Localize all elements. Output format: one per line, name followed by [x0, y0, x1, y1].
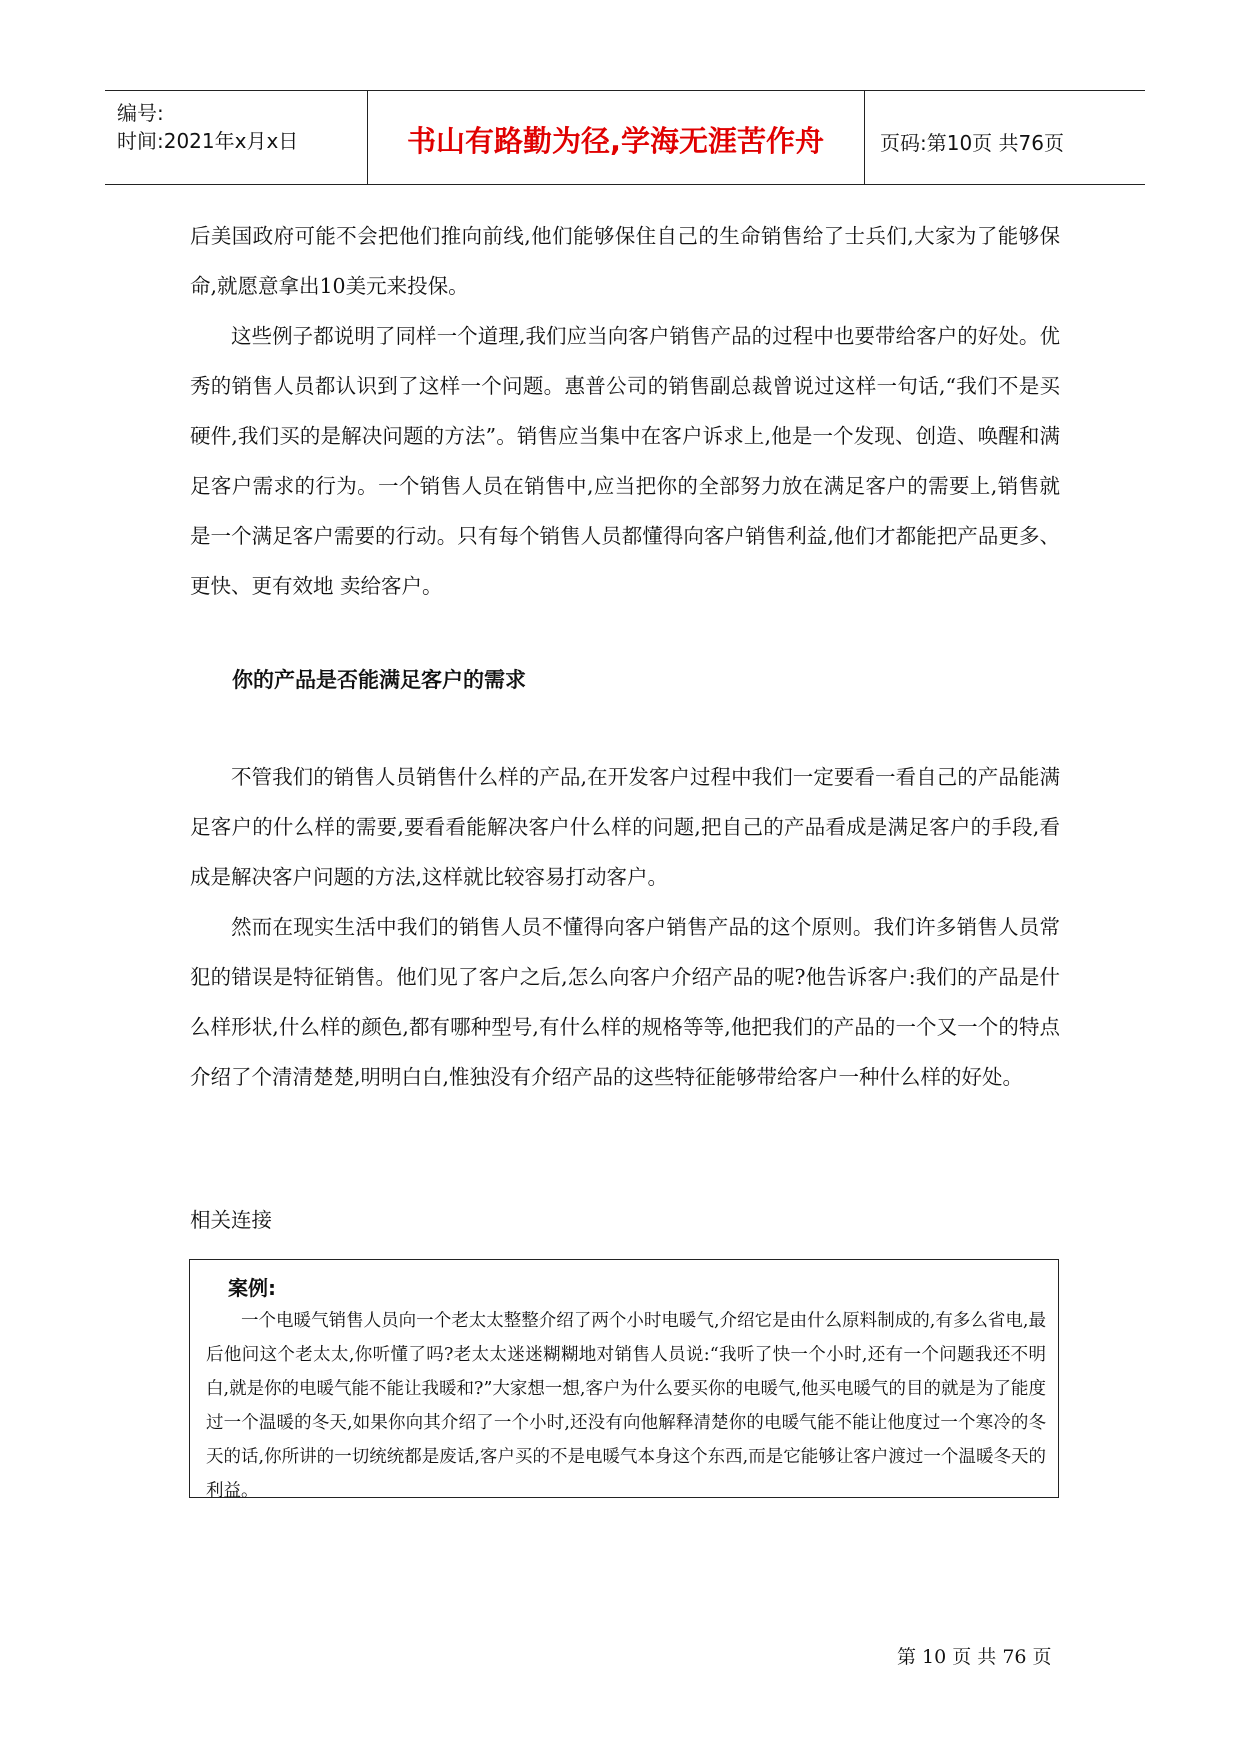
header-page-code: 页码:第10页 共76页: [880, 131, 1064, 155]
body-paragraph: 不管我们的销售人员销售什么样的产品,在开发客户过程中我们一定要看一看自己的产品能满足客户的什么样的需要,要看看能解决客户什么样的问题,把自己的产品看成是满足客户的手段,看成是解决客户问题的方法,这样就比较容易打动客户。: [190, 765, 1060, 889]
document-time-label: 时间:2021年x月x日: [117, 129, 299, 153]
body-paragraph: 然而在现实生活中我们的销售人员不懂得向客户销售产品的这个原则。我们许多销售人员常犯的错误是特征销售。他们见了客户之后,怎么向客户介绍产品的呢?他告诉客户:我们的产品是什么样形状,什么样的颜色,都有哪种型号,有什么样的规格等等,他把我们的产品的一个又一个的特点介绍了个清清楚楚,明明白白,惟独没有介绍产品的这些特征能够带给客户一种什么样的好处。: [190, 915, 1060, 1089]
page-footer: 第 10 页 共 76 页: [897, 1646, 1052, 1668]
body-paragraph: 后美国政府可能不会把他们推向前线,他们能够保住自己的生命销售给了士兵们,大家为了能够保命,就愿意拿出10美元来投保。: [190, 224, 1060, 298]
related-link-label: 相关连接: [190, 1208, 272, 1232]
case-body: 一个电暖气销售人员向一个老太太整整介绍了两个小时电暖气,介绍它是由什么原料制成的,有多么省电,最后他问这个老太太,你听懂了吗?老太太迷迷糊糊地对销售人员说:“我听了快一个小时,还有一个问题我还不明白,就是你的电暖气能不能让我暖和?”大家想一想,客户为什么要买你的电暖气,他买电暖气的目的就是为了能度过一个温暖的冬天,如果你向其介绍了一个小时,还没有向他解释清楚你的电暖气能不能让他度过一个寒冷的冬天的话,你所讲的一切统统都是废话,客户买的不是电暖气本身这个东西,而是它能够让客户渡过一个温暖冬天的利益。: [206, 1311, 1047, 1501]
page-header: [105, 90, 1145, 185]
header-page-cell: [864, 91, 1145, 184]
case-title: 案例:: [228, 1276, 276, 1300]
header-motto: 书山有路勤为径,学海无涯苦作舟: [406, 124, 825, 158]
body-paragraph: 这些例子都说明了同样一个道理,我们应当向客户销售产品的过程中也要带给客户的好处。优秀的销售人员都认识到了这样一个问题。惠普公司的销售副总裁曾说过这样一句话,“我们不是买硬件,我们买的是解决问题的方法”。销售应当集中在客户诉求上,他是一个发现、创造、唤醒和满足客户需求的行为。一个销售人员在销售中,应当把你的全部努力放在满足客户的需要上,销售就是一个满足客户需要的行动。只有每个销售人员都懂得向客户销售利益,他们才都能把产品更多、更快、更有效地 卖给客户。: [190, 324, 1060, 598]
document-number-label: 编号:: [117, 101, 164, 125]
header-motto-cell: [367, 91, 865, 184]
section-heading: 你的产品是否能满足客户的需求: [232, 668, 526, 692]
case-box: [189, 1259, 1059, 1501]
header-info-cell: [105, 91, 368, 184]
